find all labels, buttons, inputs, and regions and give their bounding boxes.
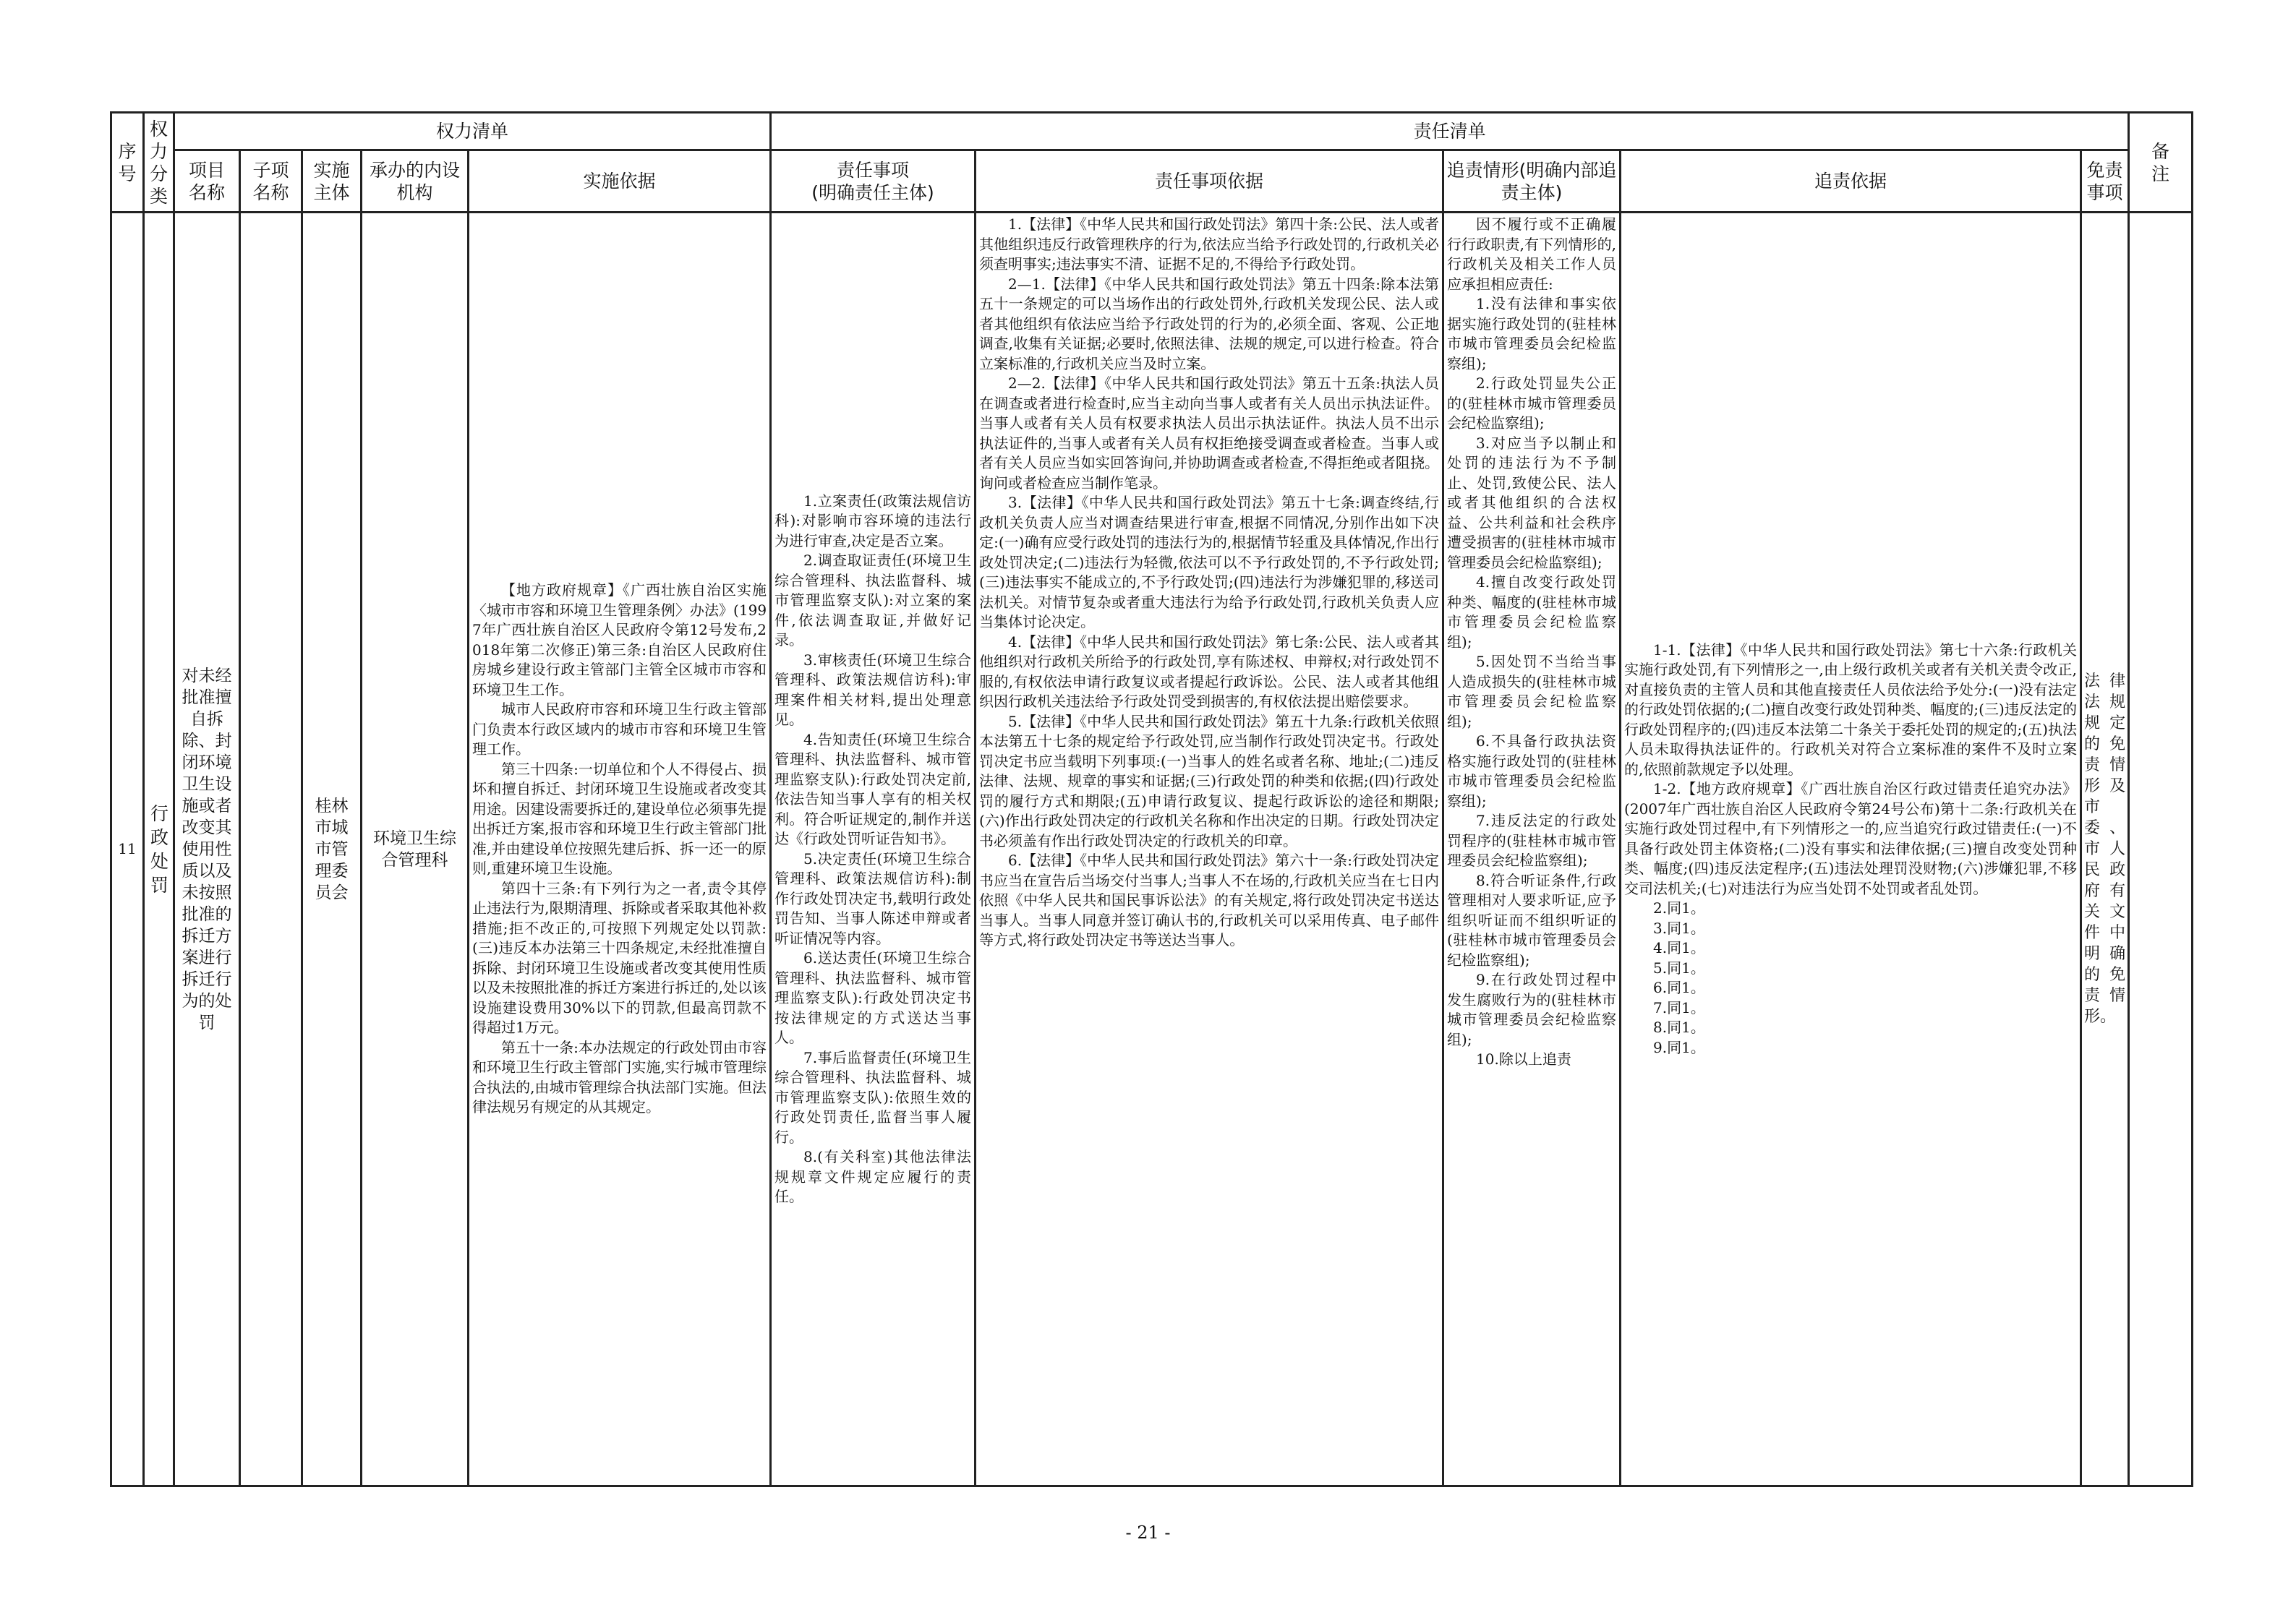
row-remarks: [2129, 213, 2193, 1486]
header-acc-basis: 追责依据: [1621, 150, 2081, 213]
acc-basis-paragraph: 5.同1。: [1653, 959, 1705, 977]
resp-basis-paragraph: 1.【法律】《中华人民共和国行政处罚法》第四十条:公民、法人或者其他组织违反行政管理秩序的行为,依法应当给予行政处罚的,行政机关必须查明事实;违法事实不清、证据不足的,不得给予行政处罚。: [979, 215, 1440, 273]
accountability-paragraph: 1.没有法律和事实依据实施行政处罚的(驻桂林市城市管理委员会纪检监察组);: [1447, 295, 1617, 372]
acc-basis-paragraph: 1-1.【法律】《中华人民共和国行政处罚法》第七十六条:行政机关实施行政处罚,有下列情形之一,由上级行政机关或者有关机关责令改正,对直接负责的主管人员和其他直接责任人员依法给予处分:(一)没有法定的行政处罚依据的;(二)擅自改变行政处罚种类、幅度的;(三)违反法定的行政处罚程序的;(四)违反本法第二十条关于委托处罚的规定的;(五)执法人员未取得执法证件的。行政机关对符合立案标准的案件不及时立案的,依照前款规定予以处理。: [1624, 641, 2078, 778]
resp-basis-text: [976, 215, 1442, 951]
accountability-paragraph: 因不履行或不正确履行行政职责,有下列情形的,行政机关及相关工作人员应承担相应责任:: [1447, 215, 1617, 293]
acc-basis-paragraph: 1-2.【地方政府规章】《广西壮族自治区行政过错责任追究办法》(2007年广西壮族自治区人民政府令第24号公布)第十二条:行政机关在实施行政处罚过程中,有下列情形之一的,应当追究行政过错责任:(一)不具备行政处罚主体资格;(二)没有事实和法律依据;(三)擅自改变处罚种类、幅度;(四)违反法定程序;(五)违法处理罚没财物;(六)涉嫌犯罪,不移交司法机关;(七)对违法行为应当处罚不处罚或者乱处罚。: [1624, 780, 2078, 897]
row-seq: 11: [111, 213, 144, 1486]
row-resp-basis: [976, 213, 1443, 1486]
resp-items-text: [772, 492, 974, 1207]
basis-paragraph: 第三十四条:一切单位和个人不得侵占、损坏和擅自拆迁、封闭环境卫生设施或者改变其用途。因建设需要拆迁的,建设单位必须事先提出拆迁方案,报市容和环境卫生行政主管部门批准,并由建设单位按照先建后拆、拆一还一的原则,重建环境卫生设施。: [472, 760, 767, 878]
accountability-text: [1444, 215, 1619, 1070]
acc-basis-paragraph: 4.同1。: [1653, 939, 1705, 957]
header-responsibility-list: 责任清单: [771, 113, 2129, 150]
accountability-paragraph: 5.因处罚不当给当事人造成损失的(驻桂林市城市管理委员会纪检监察组);: [1447, 653, 1617, 730]
header-accountability: 追责情形(明确内部追责主体): [1443, 150, 1621, 213]
header-resp-basis: 责任事项依据: [976, 150, 1443, 213]
resp-basis-paragraph: 2—1.【法律】《中华人民共和国行政处罚法》第五十四条:除本法第五十一条规定的可以当场作出的行政处罚外,行政机关发现公民、法人或者其他组织有依法应当给予行政处罚的行为的,必须全面、客观、公正地调查,收集有关证据;必要时,依照法律、法规的规定,可以进行检查。符合立案标准的,行政机关应当及时立案。: [979, 275, 1440, 372]
resp-basis-paragraph: 6.【法律】《中华人民共和国行政处罚法》第六十一条:行政处罚决定书应当在宣告后当场交付当事人;当事人不在场的,行政机关应当在七日内依照《中华人民共和国民事诉讼法》的有关规定,将行政处罚决定书送达当事人。当事人同意并签订确认书的,行政机关可以采用传真、电子邮件等方式,将行政处罚决定书等送达当事人。: [979, 852, 1440, 948]
basis-paragraph: 城市人民政府市容和环境卫生行政主管部门负责本行政区域内的城市市容和环境卫生管理工作。: [472, 701, 767, 758]
header-category: 权力分类: [144, 113, 174, 213]
resp-basis-paragraph: 4.【法律】《中华人民共和国行政处罚法》第七条:公民、法人或者其他组织对行政机关所给予的行政处罚,享有陈述权、申辩权;对行政处罚不服的,有权依法申请行政复议或者提起行政诉讼。公民、法人或者其他组织因行政机关违法给予行政处罚受到损害的,有权依法提出赔偿要求。: [979, 633, 1440, 710]
page-number: - 21 -: [1125, 1523, 1171, 1543]
resp-item-paragraph: 8.(有关科室)其他法律法规规章文件规定应履行的责任。: [774, 1148, 972, 1205]
header-sub-item: 子项名称: [240, 150, 302, 213]
resp-item-paragraph: 1.立案责任(政策法规信访科):对影响市容环境的违法行为进行审查,决定是否立案。: [774, 492, 972, 549]
acc-basis-text: [1621, 641, 2080, 1058]
basis-paragraph: 【地方政府规章】《广西壮族自治区实施〈城市市容和环境卫生管理条例〉办法》(1997年广西壮族自治区人民政府令第12号发布,2018年第二次修正)第三条:自治区人民政府住房城乡建设行政主管部门主管全区城市市容和环境卫生工作。: [472, 581, 767, 698]
row-exemption: 法律法规规定的免责情形及市委、市人民政府有关文件中明确的免责情形。: [2081, 213, 2129, 1486]
basis-paragraph: 第四十三条:有下列行为之一者,责令其停止违法行为,限期清理、拆除或者采取其他补救措施;拒不改正的,可按照下列规定处以罚款:(三)违反本办法第三十四条规定,未经批准擅自拆除、封闭环境卫生设施或者改变其使用性质以及未按照批准的拆迁方案进行拆迁的,处以该设施建设费用30%以下的罚款,但最高罚款不得超过1万元。: [472, 879, 767, 1037]
row-basis: [469, 213, 771, 1486]
accountability-paragraph: 10.除以上追责: [1476, 1050, 1571, 1068]
accountability-paragraph: 3.对应当予以制止和处罚的违法行为不予制止、处罚,致使公民、法人或者其他组织的合法权益、公共利益和社会秩序遭受损害的(驻桂林市城市管理委员会纪检监察组);: [1447, 434, 1617, 571]
accountability-paragraph: 2.行政处罚显失公正的(驻桂林市城市管理委员会纪检监察组);: [1447, 374, 1617, 432]
acc-basis-paragraph: 8.同1。: [1653, 1019, 1705, 1037]
resp-item-paragraph: 4.告知责任(环境卫生综合管理科、执法监督科、城市管理监察支队):行政处罚决定前,依法告知当事人享有的相关权利。符合听证规定的,制作并送达《行政处罚听证告知书》。: [774, 730, 972, 847]
resp-basis-paragraph: 3.【法律】《中华人民共和国行政处罚法》第五十七条:调查终结,行政机关负责人应当对调查结果进行审查,根据不同情况,分别作出如下决定:(一)确有应受行政处罚的违法行为的,根据情节轻重及具体情况,作出行政处罚决定;(二)违法行为轻微,依法可以不予行政处罚的,不予行政处罚;(三)违法事实不能成立的,不予行政处罚;(四)违法行为涉嫌犯罪的,移送司法机关。对情节复杂或者重大违法行为给予行政处罚,行政机关负责人应当集体讨论决定。: [979, 494, 1440, 630]
row-dept: 环境卫生综合管理科: [362, 213, 469, 1486]
header-item-name: 项目名称: [174, 150, 240, 213]
resp-item-paragraph: 5.决定责任(环境卫生综合管理科、政策法规信访科):制作行政处罚决定书,载明行政处罚告知、当事人陈述申辩或者听证情况等内容。: [774, 849, 972, 947]
row-accountability: [1443, 213, 1621, 1486]
basis-text: [469, 581, 769, 1118]
acc-basis-paragraph: 2.同1。: [1653, 899, 1705, 917]
row-sub-item: [240, 213, 302, 1486]
accountability-paragraph: 6.不具备行政执法资格实施行政处罚的(驻桂林市城市管理委员会纪检监察组);: [1447, 732, 1617, 810]
header-resp-items: 责任事项 (明确责任主体): [771, 150, 976, 213]
accountability-paragraph: 7.违反法定的行政处罚程序的(驻桂林市城市管理委员会纪检监察组);: [1447, 812, 1617, 869]
header-dept: 承办的内设机构: [362, 150, 469, 213]
row-item-name: 对未经批准擅自拆除、封闭环境卫生设施或者改变其使用性质以及未按照批准的拆迁方案进行拆迁行为的处罚: [174, 213, 240, 1486]
accountability-paragraph: 8.符合听证条件,行政管理相对人要求听证,应予组织听证而不组织听证的(驻桂林市城市管理委员会纪检监察组);: [1447, 871, 1617, 969]
basis-paragraph: 第五十一条:本办法规定的行政处罚由市容和环境卫生行政主管部门实施,实行城市管理综合执法的,由城市管理综合执法部门实施。但法律法规另有规定的从其规定。: [472, 1038, 767, 1116]
row-resp-items: [771, 213, 976, 1486]
row-category: 行政处罚: [144, 213, 174, 1486]
row-acc-basis: [1621, 213, 2081, 1486]
row-subject: 桂林市城市管理委员会: [302, 213, 362, 1486]
accountability-paragraph: 9.在行政处罚过程中发生腐败行为的(驻桂林市城市管理委员会纪检监察组);: [1447, 971, 1617, 1048]
header-remarks: 备注: [2129, 113, 2193, 213]
header-subject: 实施主体: [302, 150, 362, 213]
resp-basis-paragraph: 5.【法律】《中华人民共和国行政处罚法》第五十九条:行政机关依照本法第五十七条的规定给予行政处罚,应当制作行政处罚决定书。行政处罚决定书应当载明下列事项:(一)当事人的姓名或者名称、地址;(二)违反法律、法规、规章的事实和证据;(三)行政处罚的种类和依据;(四)行政处罚的履行方式和期限;(五)申请行政复议、提起行政诉讼的途径和期限;(六)作出行政处罚决定的行政机关名称和作出决定的日期。行政处罚决定书必须盖有作出行政处罚决定的行政机关的印章。: [979, 712, 1440, 849]
acc-basis-paragraph: 9.同1。: [1653, 1038, 1705, 1056]
resp-basis-paragraph: 2—2.【法律】《中华人民共和国行政处罚法》第五十五条:执法人员在调查或者进行检查时,应当主动向当事人或者有关人员出示执法证件。当事人或者有关人员有权要求执法人员出示执法证件。执法人员不出示执法证件的,当事人或者有关人员有权拒绝接受调查或者检查。当事人或者有关人员应当如实回答询问,并协助调查或者检查,不得拒绝或者阻挠。询问或者检查应当制作笔录。: [979, 374, 1440, 492]
resp-item-paragraph: 3.审核责任(环境卫生综合管理科、政策法规信访科):审理案件相关材料,提出处理意见。: [774, 651, 972, 728]
header-basis: 实施依据: [469, 150, 771, 213]
resp-item-paragraph: 2.调查取证责任(环境卫生综合管理科、执法监督科、城市管理监察支队):对立案的案件,依法调查取证,并做好记录。: [774, 552, 972, 648]
power-responsibility-table: [110, 111, 2193, 1487]
header-seq: 序号: [111, 113, 144, 213]
acc-basis-paragraph: 3.同1。: [1653, 919, 1705, 937]
acc-basis-paragraph: 7.同1。: [1653, 998, 1705, 1016]
resp-item-paragraph: 6.送达责任(环境卫生综合管理科、执法监督科、城市管理监察支队):行政处罚决定书按法律规定的方式送达当事人。: [774, 949, 972, 1046]
acc-basis-paragraph: 6.同1。: [1653, 979, 1705, 997]
header-exemption: 免责事项: [2081, 150, 2129, 213]
accountability-paragraph: 4.擅自改变行政处罚种类、幅度的(驻桂林市城市管理委员会纪检监察组);: [1447, 573, 1617, 651]
header-power-list: 权力清单: [174, 113, 771, 150]
resp-item-paragraph: 7.事后监督责任(环境卫生综合管理科、执法监督科、城市管理监察支队):依照生效的行政处罚责任,监督当事人履行。: [774, 1048, 972, 1146]
